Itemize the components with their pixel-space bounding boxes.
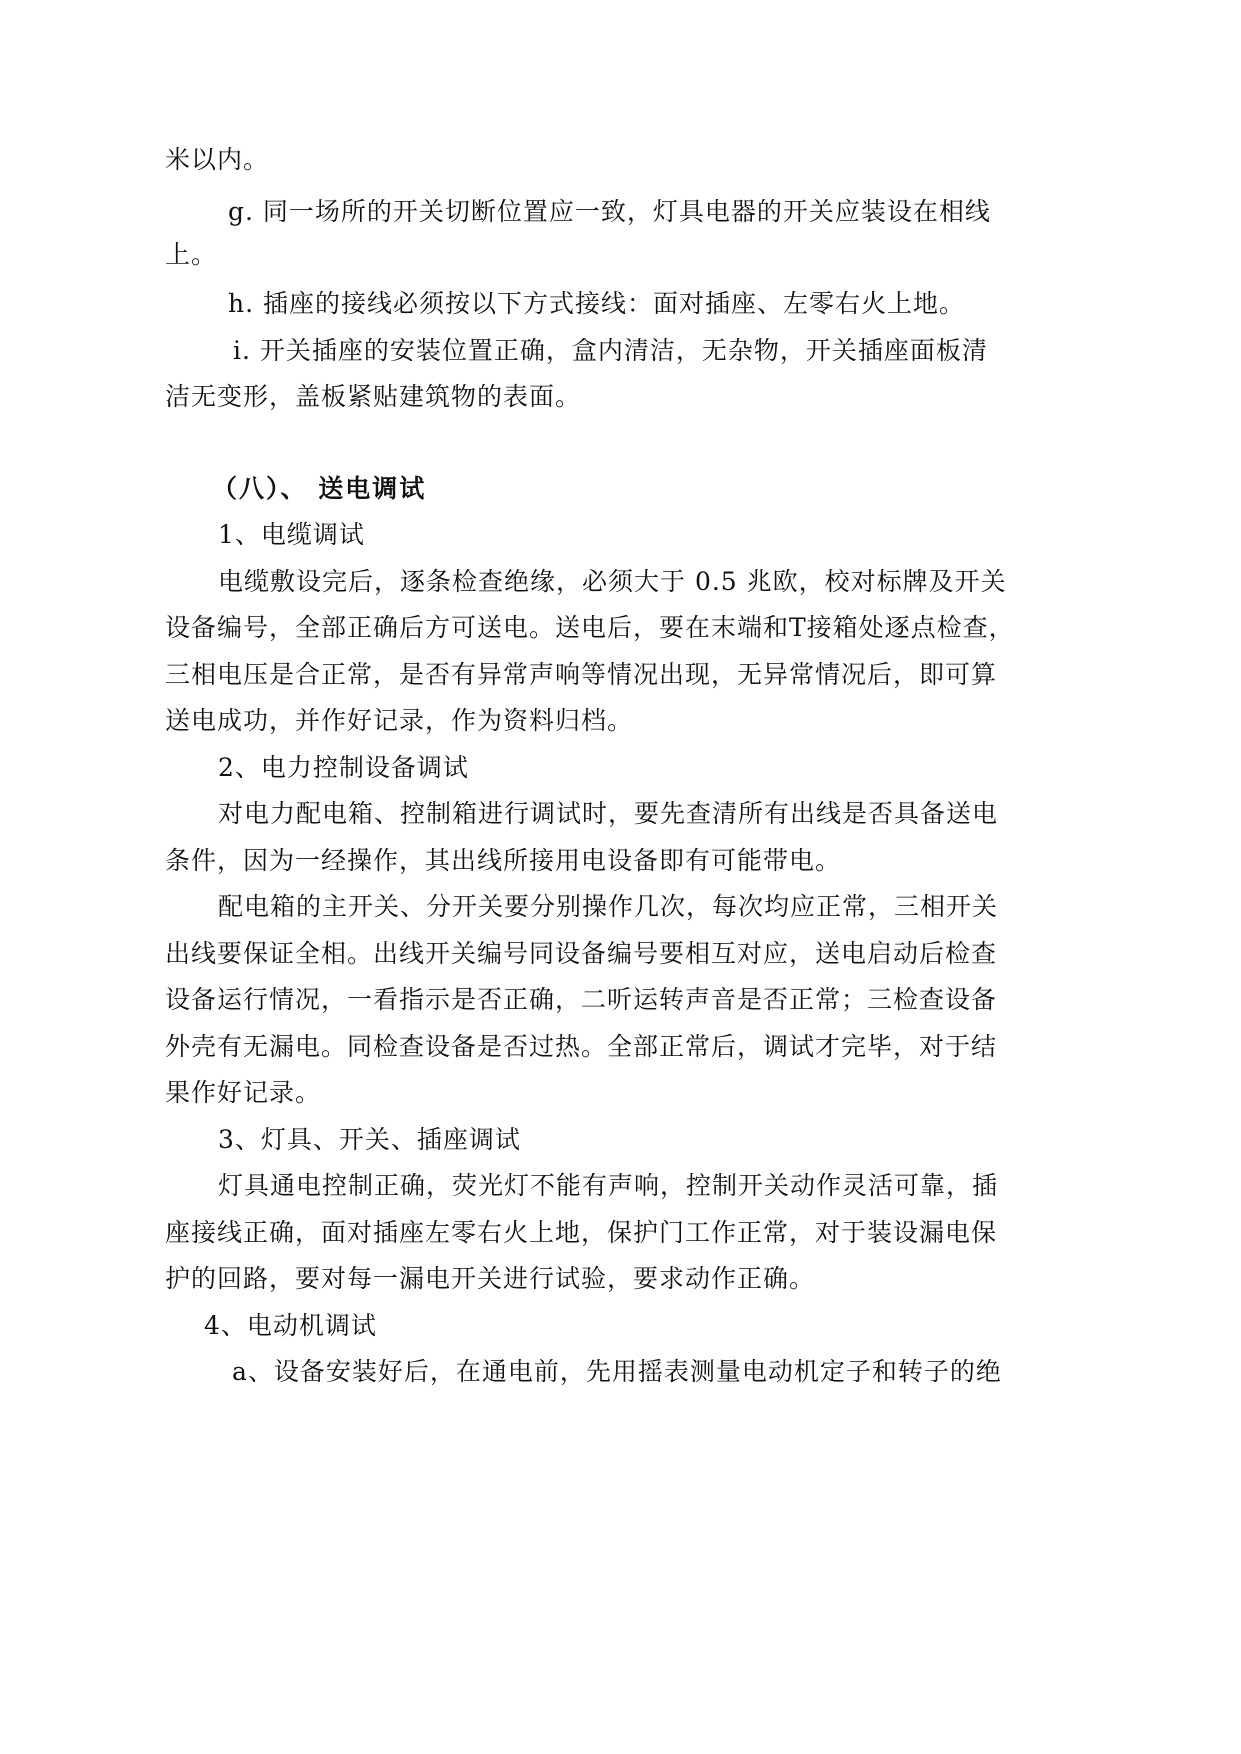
- text-line: 护的回路，要对每一漏电开关进行试验，要求动作正确。: [165, 1264, 816, 1293]
- text-line: 座接线正确，面对插座左零右火上地，保护门工作正常，对于装设漏电保: [165, 1218, 998, 1247]
- text-line: 条件，因为一经操作，其出线所接用电设备即有可能带电。: [165, 846, 842, 875]
- text-line: 果作好记录。: [165, 1078, 322, 1107]
- text-line: h. 插座的接线必须按以下方式接线：面对插座、左零右火上地。: [228, 289, 965, 318]
- text-line: 对电力配电箱、控制箱进行调试时，要先查清所有出线是否具备送电: [218, 799, 999, 828]
- text-line: 设备编号，全部正确后方可送电。送电后，要在末端和T接箱处逐点检查，: [165, 613, 1015, 642]
- text-line: g. 同一场所的开关切断位置应一致，灯具电器的开关应装设在相线: [228, 197, 991, 226]
- subsection-heading: 2、电力控制设备调试: [218, 753, 469, 782]
- text-line: 米以内。: [165, 145, 270, 174]
- subsection-heading: 4、电动机调试: [204, 1311, 377, 1340]
- text-line: 送电成功，并作好记录，作为资料归档。: [165, 706, 634, 735]
- text-line: 灯具通电控制正确，荧光灯不能有声响，控制开关动作灵活可靠，插: [218, 1171, 999, 1200]
- text-line: 三相电压是合正常，是否有异常声响等情况出现，无异常情况后，即可算: [165, 660, 998, 689]
- text-line: a、设备安装好后，在通电前，先用摇表测量电动机定子和转子的绝: [232, 1357, 1002, 1386]
- subsection-heading: 3、灯具、开关、插座调试: [218, 1125, 521, 1154]
- text-line: i. 开关插座的安装位置正确，盒内清洁，无杂物，开关插座面板清: [233, 336, 988, 365]
- text-line: 设备运行情况，一看指示是否正确，二听运转声音是否正常；三检查设备: [165, 985, 998, 1014]
- text-line: 外壳有无漏电。同检查设备是否过热。全部正常后，调试才完毕，对于结: [165, 1032, 998, 1061]
- text-line: 洁无变形，盖板紧贴建筑物的表面。: [165, 382, 582, 411]
- subsection-heading: 1、电缆调试: [218, 520, 365, 549]
- section-heading: （八）、 送电调试: [212, 474, 427, 503]
- text-line: 上。: [165, 240, 218, 269]
- text-line: 配电箱的主开关、分开关要分别操作几次，每次均应正常，三相开关: [218, 892, 999, 921]
- text-line: 出线要保证全相。出线开关编号同设备编号要相互对应，送电启动后检查: [165, 939, 998, 968]
- text-line: 电缆敷设完后，逐条检查绝缘，必须大于 0.5 兆欧，校对标牌及开关: [218, 567, 1007, 596]
